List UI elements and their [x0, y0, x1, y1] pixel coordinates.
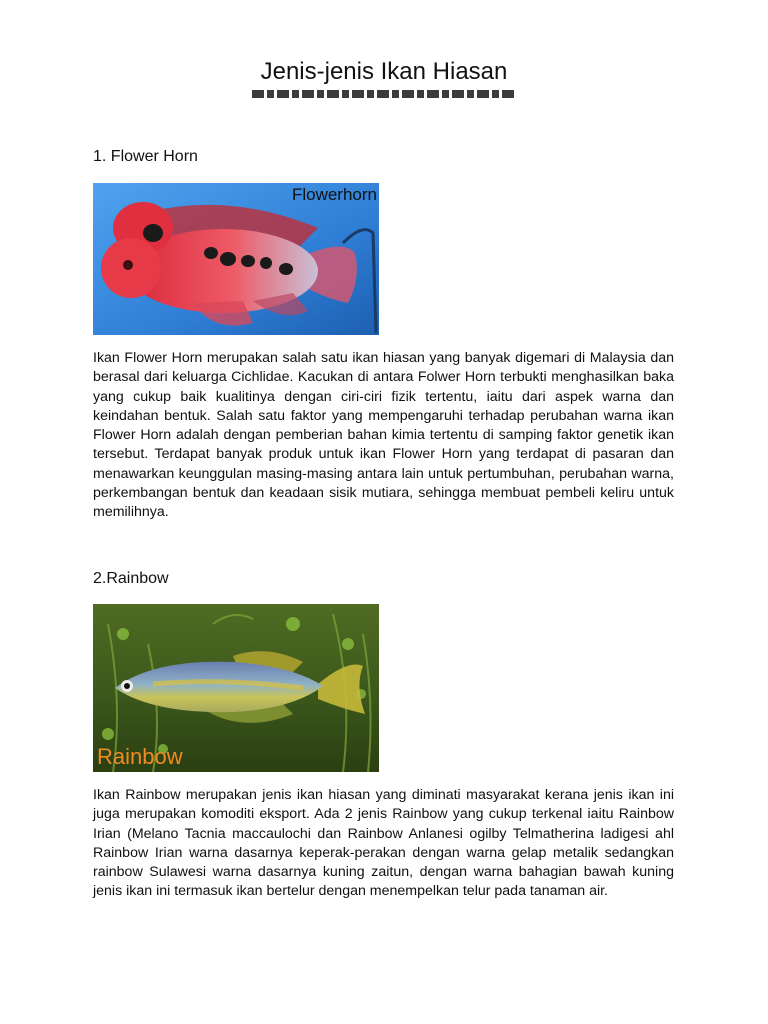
- section-heading-rainbow: 2.Rainbow: [93, 570, 169, 587]
- title-reflection-decoration: [252, 90, 516, 98]
- flowerhorn-image-label: Flowerhorn: [291, 185, 377, 204]
- flowerhorn-illustration: [93, 183, 379, 335]
- paragraph-flowerhorn: Ikan Flower Horn merupakan salah satu ikan hiasan yang banyak digemari di Malaysia dan berasal dari keluarga Cichlidae. Kacukan di antara Folwer Horn terbukti menghasilkan baka yang cukup baik kualitinya dengan ciri-ciri fizik tertentu, iaitu dari aspek warna dan keindahan bentuk. Salah satu faktor yang mempengaruhi terhadap perubahan warna ikan Flower Horn adalah dengan pemberian bahan kimia tertentu di samping faktor genetik ikan tersebut. Terdapat banyak produk untuk ikan Flower Horn yang terdapat di pasaran dan menawarkan keunggulan masing-masing antara lain untuk pertumbuhan, perubahan warna, perkembangan bentuk dan keadaan sisik mutiara, sehingga membuat pembeli keliru untuk memilihnya.: [93, 350, 674, 521]
- rainbow-image: [93, 604, 379, 772]
- section-heading-flowerhorn: 1. Flower Horn: [93, 148, 198, 165]
- paragraph-rainbow: Ikan Rainbow merupakan jenis ikan hiasan yang diminati masyarakat kerana jenis ikan ini juga merupakan komoditi eksport. Ada 2 jenis Rainbow yang cukup terkenal iaitu Rainbow Irian (Melano Tacnia maccaulochi dan Rainbow Anlanesi ogilby Telmatherina ladigesi ahl Rainbow Irian warna dasarnya keperak-perakan dengan warna gelap metalik sedangkan rainbow Sulawesi warna dasarnya kuning zaitun, dengan warna bahagian bawah kuning jenis ikan ini termasuk ikan bertelur dengan menempelkan telur pada tanaman air.: [93, 787, 674, 900]
- rainbow-image-label: Rainbow: [97, 744, 183, 769]
- flowerhorn-image: [93, 183, 379, 335]
- document-title: Jenis-jenis Ikan Hiasan: [260, 58, 508, 85]
